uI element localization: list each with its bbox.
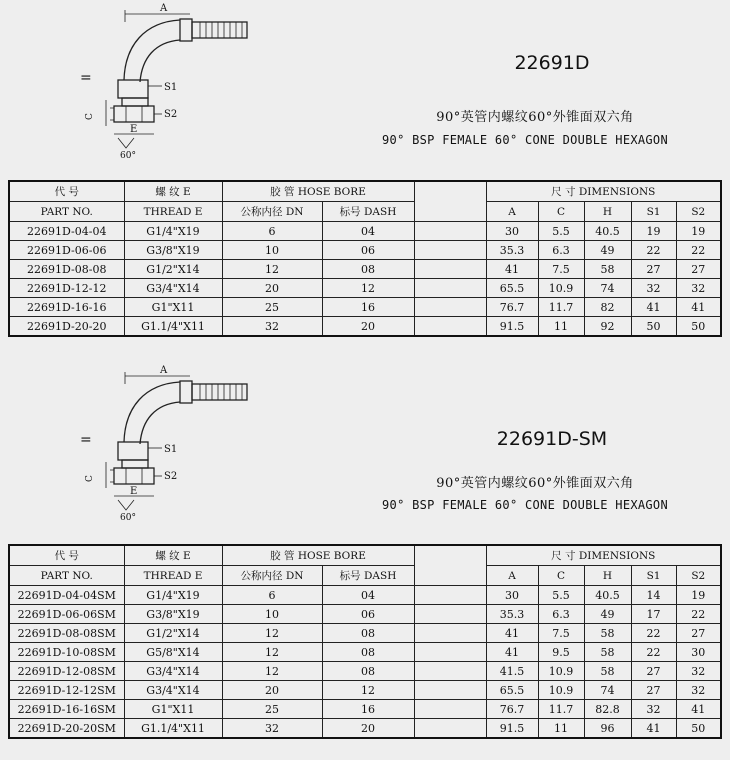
cell-s1: 14	[631, 586, 676, 605]
blank-cell	[414, 662, 486, 681]
header-s1: S1	[631, 566, 676, 586]
header-thread-cn: 螺 纹 E	[124, 181, 222, 202]
elbow-fitting-diagram	[70, 0, 270, 160]
cell-part: 22691D-04-04SM	[9, 586, 124, 605]
cell-part: 22691D-16-16SM	[9, 700, 124, 719]
blank-cell	[414, 317, 486, 337]
header-s1: S1	[631, 202, 676, 222]
table-row	[9, 317, 721, 337]
cell-part: 22691D-10-08SM	[9, 643, 124, 662]
table-row	[9, 586, 721, 605]
label-s1: S1	[164, 444, 178, 455]
cell-s2: 22	[676, 241, 721, 260]
model-code: 22691D-SM	[496, 428, 608, 450]
cell-part: 22691D-04-04	[9, 222, 124, 241]
cell-h: 58	[584, 260, 631, 279]
cell-a: 30	[486, 222, 538, 241]
cell-a: 91.5	[486, 317, 538, 337]
cell-dash: 08	[322, 662, 414, 681]
table-row	[9, 624, 721, 643]
cell-thread: G5/8"X14	[124, 643, 222, 662]
cell-a: 41	[486, 624, 538, 643]
header-part-en: PART NO.	[9, 202, 124, 222]
cell-s1: 50	[631, 317, 676, 337]
cell-dn: 25	[222, 700, 322, 719]
cell-part: 22691D-12-12	[9, 279, 124, 298]
blank-cell	[414, 241, 486, 260]
cell-c: 7.5	[538, 624, 584, 643]
cell-thread: G1/2"X14	[124, 260, 222, 279]
cell-c: 10.9	[538, 279, 584, 298]
cell-h: 58	[584, 624, 631, 643]
cell-thread: G1"X11	[124, 298, 222, 317]
spec-table	[8, 544, 722, 739]
cell-s1: 22	[631, 241, 676, 260]
cell-dn: 32	[222, 719, 322, 739]
cell-h: 74	[584, 279, 631, 298]
blank-cell	[414, 279, 486, 298]
label-a: A	[160, 3, 168, 14]
fitting-drawing	[70, 0, 270, 160]
cell-s2: 27	[676, 260, 721, 279]
label-a: A	[160, 365, 168, 376]
header-a: A	[486, 566, 538, 586]
cell-s2: 32	[676, 662, 721, 681]
cell-dn: 6	[222, 586, 322, 605]
cell-c: 6.3	[538, 241, 584, 260]
header-a: A	[486, 202, 538, 222]
cell-part: 22691D-20-20	[9, 317, 124, 337]
cell-c: 11.7	[538, 700, 584, 719]
cell-c: 11.7	[538, 298, 584, 317]
cell-dn: 10	[222, 241, 322, 260]
label-e: E	[130, 486, 138, 497]
blank-cell	[414, 681, 486, 700]
header-part-cn: 代 号	[9, 545, 124, 566]
cell-part: 22691D-06-06	[9, 241, 124, 260]
cell-dn: 10	[222, 605, 322, 624]
cell-dash: 16	[322, 700, 414, 719]
model-code: 22691D	[514, 52, 590, 74]
blank-cell	[414, 719, 486, 739]
cell-c: 9.5	[538, 643, 584, 662]
fitting-drawing	[70, 362, 270, 522]
cell-c: 10.9	[538, 662, 584, 681]
spec-table	[8, 180, 722, 337]
cell-part: 22691D-12-12SM	[9, 681, 124, 700]
cell-a: 41.5	[486, 662, 538, 681]
table-row	[9, 662, 721, 681]
label-angle: 60°	[120, 151, 136, 160]
label-e: E	[130, 124, 138, 135]
cell-s1: 19	[631, 222, 676, 241]
header-thread-cn: 螺 纹 E	[124, 545, 222, 566]
cell-s2: 19	[676, 586, 721, 605]
header-dash: 标号 DASH	[322, 202, 414, 222]
cell-s1: 27	[631, 681, 676, 700]
cell-s2: 27	[676, 624, 721, 643]
cell-dash: 16	[322, 298, 414, 317]
blank-cell	[414, 605, 486, 624]
cell-dash: 20	[322, 317, 414, 337]
table-row	[9, 681, 721, 700]
label-s2: S2	[164, 109, 178, 120]
table-row	[9, 605, 721, 624]
header-h: H	[584, 202, 631, 222]
header-part-en: PART NO.	[9, 566, 124, 586]
cell-s2: 30	[676, 643, 721, 662]
cell-dash: 08	[322, 260, 414, 279]
header-dimensions: 尺 寸 DIMENSIONS	[486, 181, 721, 202]
blank-cell	[414, 586, 486, 605]
elbow-fitting-diagram	[70, 362, 270, 522]
blank-cell	[414, 700, 486, 719]
header-thread-en: THREAD E	[124, 202, 222, 222]
cell-dn: 12	[222, 260, 322, 279]
label-s2: S2	[164, 471, 178, 482]
cell-part: 22691D-16-16	[9, 298, 124, 317]
cell-h: 82.8	[584, 700, 631, 719]
blank-cell	[414, 298, 486, 317]
cell-c: 11	[538, 317, 584, 337]
cell-dn: 25	[222, 298, 322, 317]
cell-dn: 32	[222, 317, 322, 337]
header-dn: 公称内径 DN	[222, 566, 322, 586]
section-22691d-sm	[0, 362, 730, 760]
cell-part: 22691D-08-08SM	[9, 624, 124, 643]
cell-part: 22691D-12-08SM	[9, 662, 124, 681]
cell-s1: 32	[631, 700, 676, 719]
cell-dash: 20	[322, 719, 414, 739]
header-hose-bore: 胶 管 HOSE BORE	[222, 181, 414, 202]
cell-dash: 04	[322, 222, 414, 241]
cell-h: 92	[584, 317, 631, 337]
blank-cell	[414, 222, 486, 241]
header-c: C	[538, 202, 584, 222]
table-body	[9, 222, 721, 337]
cell-part: 22691D-06-06SM	[9, 605, 124, 624]
blank-cell	[414, 624, 486, 643]
cell-a: 76.7	[486, 700, 538, 719]
cell-thread: G1"X11	[124, 700, 222, 719]
cell-thread: G3/4"X14	[124, 681, 222, 700]
cell-c: 5.5	[538, 586, 584, 605]
header-dimensions: 尺 寸 DIMENSIONS	[486, 545, 721, 566]
header-part-cn: 代 号	[9, 181, 124, 202]
cell-s1: 22	[631, 624, 676, 643]
label-eq: =	[80, 70, 92, 86]
cell-thread: G3/4"X14	[124, 662, 222, 681]
section-22691d	[0, 0, 730, 360]
cell-thread: G3/8"X19	[124, 241, 222, 260]
table-row	[9, 700, 721, 719]
table-row	[9, 222, 721, 241]
cell-s1: 27	[631, 662, 676, 681]
cell-dn: 6	[222, 222, 322, 241]
cell-s2: 50	[676, 719, 721, 739]
cell-a: 65.5	[486, 279, 538, 298]
cell-dash: 08	[322, 624, 414, 643]
cell-s2: 22	[676, 605, 721, 624]
cell-s2: 41	[676, 298, 721, 317]
cell-h: 49	[584, 605, 631, 624]
cell-s1: 27	[631, 260, 676, 279]
cell-h: 82	[584, 298, 631, 317]
cell-h: 58	[584, 643, 631, 662]
label-angle: 60°	[120, 513, 136, 522]
cell-a: 41	[486, 643, 538, 662]
cell-c: 10.9	[538, 681, 584, 700]
header-thread-en: THREAD E	[124, 566, 222, 586]
cell-dash: 08	[322, 643, 414, 662]
header-dash: 标号 DASH	[322, 566, 414, 586]
cell-thread: G1/4"X19	[124, 222, 222, 241]
table-row	[9, 643, 721, 662]
cell-dn: 12	[222, 643, 322, 662]
table-row	[9, 279, 721, 298]
cell-h: 40.5	[584, 222, 631, 241]
cell-a: 30	[486, 586, 538, 605]
description-en: 90° BSP FEMALE 60° CONE DOUBLE HEXAGON	[382, 498, 668, 512]
cell-c: 11	[538, 719, 584, 739]
header-s2: S2	[676, 202, 721, 222]
description-cn: 90°英管内螺纹60°外锥面双六角	[436, 476, 634, 491]
table-row	[9, 241, 721, 260]
cell-thread: G1/2"X14	[124, 624, 222, 643]
label-eq: =	[80, 432, 92, 448]
blank-cell	[414, 260, 486, 279]
cell-c: 5.5	[538, 222, 584, 241]
cell-c: 7.5	[538, 260, 584, 279]
cell-s1: 22	[631, 643, 676, 662]
table-row	[9, 298, 721, 317]
table-row	[9, 719, 721, 739]
blank-cell	[414, 181, 486, 222]
cell-dn: 12	[222, 624, 322, 643]
cell-part: 22691D-20-20SM	[9, 719, 124, 739]
cell-h: 49	[584, 241, 631, 260]
table-body	[9, 586, 721, 739]
cell-a: 91.5	[486, 719, 538, 739]
cell-a: 65.5	[486, 681, 538, 700]
cell-a: 41	[486, 260, 538, 279]
label-c: C	[85, 113, 95, 120]
cell-a: 35.3	[486, 605, 538, 624]
cell-s2: 50	[676, 317, 721, 337]
cell-a: 35.3	[486, 241, 538, 260]
cell-s1: 17	[631, 605, 676, 624]
cell-s2: 19	[676, 222, 721, 241]
header-hose-bore: 胶 管 HOSE BORE	[222, 545, 414, 566]
cell-thread: G3/4"X14	[124, 279, 222, 298]
cell-a: 76.7	[486, 298, 538, 317]
cell-dash: 12	[322, 279, 414, 298]
cell-s2: 32	[676, 279, 721, 298]
cell-part: 22691D-08-08	[9, 260, 124, 279]
cell-c: 6.3	[538, 605, 584, 624]
header-s2: S2	[676, 566, 721, 586]
cell-h: 96	[584, 719, 631, 739]
cell-thread: G3/8"X19	[124, 605, 222, 624]
description-cn: 90°英管内螺纹60°外锥面双六角	[436, 110, 634, 125]
label-s1: S1	[164, 82, 178, 93]
cell-dn: 12	[222, 662, 322, 681]
blank-cell	[414, 545, 486, 586]
cell-dn: 20	[222, 279, 322, 298]
cell-dn: 20	[222, 681, 322, 700]
cell-dash: 06	[322, 241, 414, 260]
header-h: H	[584, 566, 631, 586]
cell-dash: 12	[322, 681, 414, 700]
cell-s2: 41	[676, 700, 721, 719]
header-dn: 公称内径 DN	[222, 202, 322, 222]
cell-s2: 32	[676, 681, 721, 700]
header-c: C	[538, 566, 584, 586]
label-c: C	[85, 475, 95, 482]
cell-h: 74	[584, 681, 631, 700]
cell-thread: G1.1/4"X11	[124, 719, 222, 739]
cell-s1: 41	[631, 298, 676, 317]
cell-thread: G1.1/4"X11	[124, 317, 222, 337]
cell-h: 40.5	[584, 586, 631, 605]
cell-s1: 41	[631, 719, 676, 739]
table-row	[9, 260, 721, 279]
cell-s1: 32	[631, 279, 676, 298]
cell-dash: 06	[322, 605, 414, 624]
cell-h: 58	[584, 662, 631, 681]
cell-thread: G1/4"X19	[124, 586, 222, 605]
description-en: 90° BSP FEMALE 60° CONE DOUBLE HEXAGON	[382, 133, 668, 147]
blank-cell	[414, 643, 486, 662]
cell-dash: 04	[322, 586, 414, 605]
